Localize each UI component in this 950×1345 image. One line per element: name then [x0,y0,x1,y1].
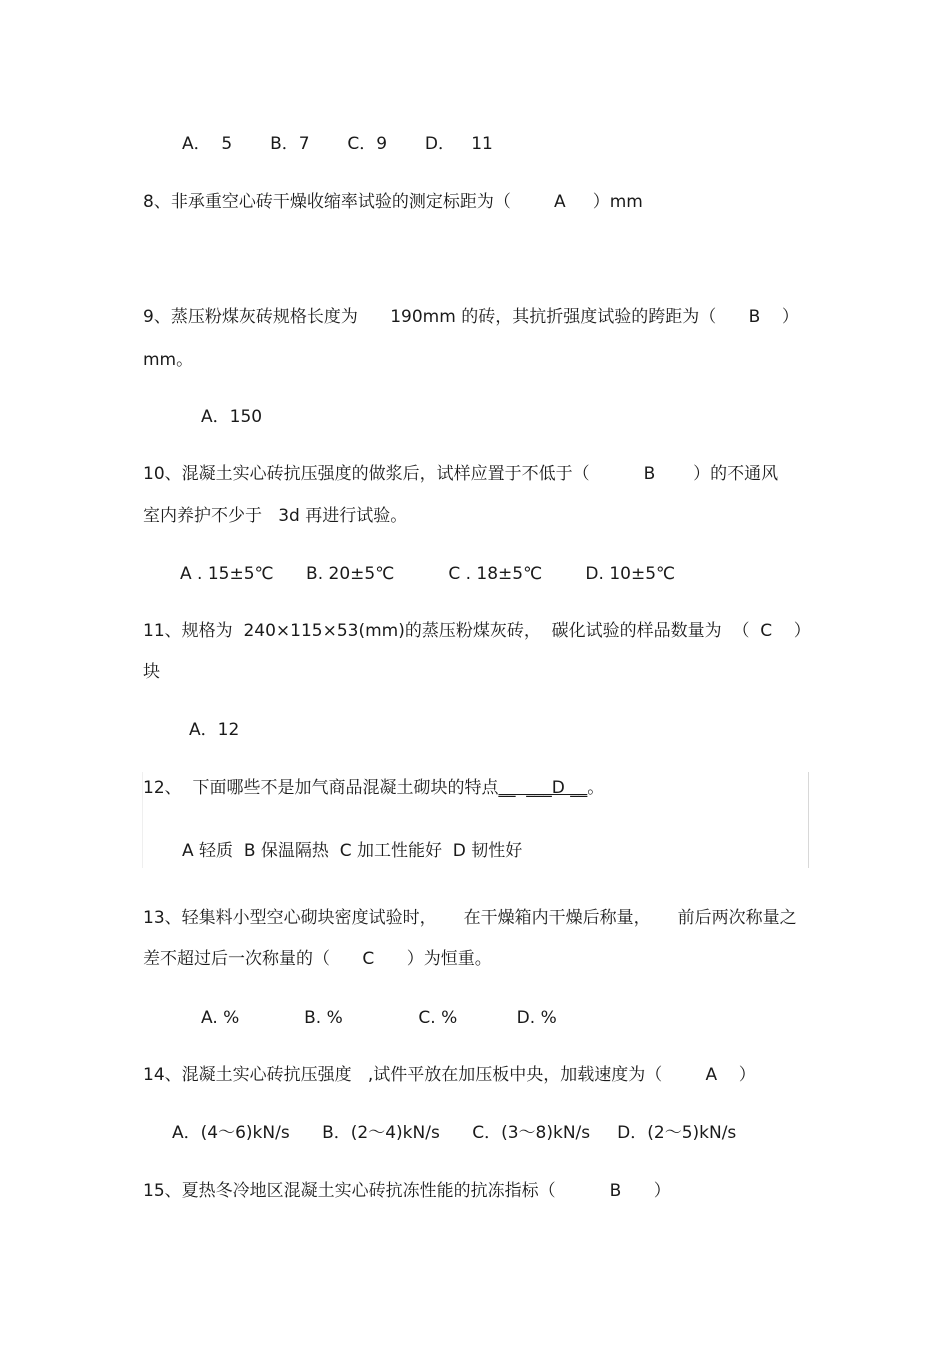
q14-options: A．(4～6)kN/s B．(2～4)kN/s C．(3～8)kN/s D．(2～5)kN/s [172,1123,737,1143]
q14-stem: 14、混凝土实心砖抗压强度 ,试件平放在加压板中央，加载速度为（ A ） [143,1065,756,1085]
q12-stem-suffix: 。 [587,778,605,798]
q11-options: A．12 [189,720,240,740]
q10-options: A . 15±5℃ B. 20±5℃ C . 18±5℃ D. 10±5℃ [180,564,676,584]
q10-stem-line1: 10、混凝土实心砖抗压强度的做浆后，试样应置于不低于（ B ）的不通风 [143,464,779,484]
q7-options: A． 5 B．7 C．9 D． 11 [182,134,493,154]
q12-answer-blank: __ ___D __ [498,778,588,798]
q12-stem-prefix: 12、 下面哪些不是加气商品混凝土砌块的特点 [143,778,499,798]
q13-stem-line2: 差不超过后一次称量的（ C ）为恒重。 [143,949,492,969]
q12-stem [143,777,604,799]
q15-stem: 15、夏热冬冷地区混凝土实心砖抗冻性能的抗冻指标（ B ） [143,1181,671,1201]
q9-stem-line1: 9、蒸压粉煤灰砖规格长度为 190mm 的砖，其抗折强度试验的跨距为（ B ） [143,307,799,327]
q9-options: A．150 [201,407,263,427]
q9-stem-line2: mm。 [143,350,194,370]
q11-stem-line2: 块 [143,662,160,682]
q10-stem-line2: 室内养护不少于 3d 再进行试验。 [143,506,408,526]
q13-stem-line1: 13、轻集料小型空心砌块密度试验时， 在干燥箱内干燥后称量， 前后两次称量之 [143,908,797,928]
q12-options: A 轻质 B 保温隔热 C 加工性能好 D 韧性好 [182,841,523,861]
q11-stem-line1: 11、规格为 240×115×53(mm)的蒸压粉煤灰砖， 碳化试验的样品数量为 （ C ） [143,621,811,641]
q8-stem: 8、非承重空心砖干燥收缩率试验的测定标距为（ A ）mm [143,192,643,212]
q13-options: A. % B. % C. % D. % [201,1008,557,1028]
